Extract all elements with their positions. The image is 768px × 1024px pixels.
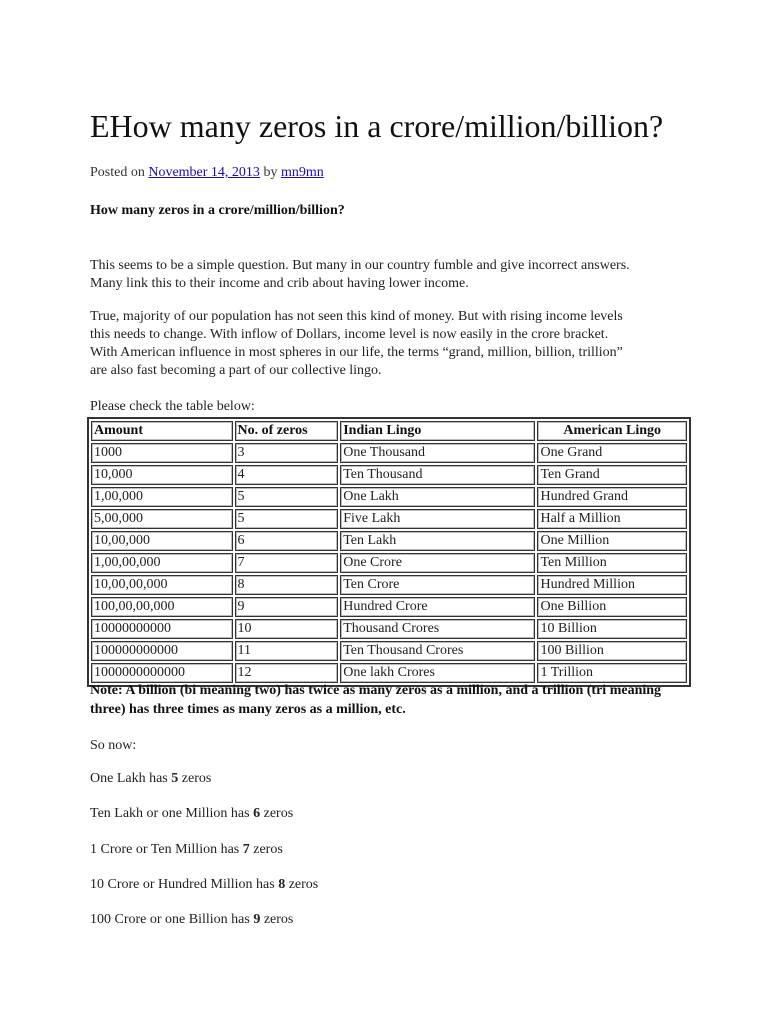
cell-american: Hundred Million — [537, 575, 687, 595]
cell-zeros: 12 — [235, 663, 339, 683]
cell-american: One Million — [537, 531, 687, 551]
cell-amount: 1,00,000 — [91, 487, 233, 507]
paragraph-line: With American influence in most spheres in our life, the terms “grand, million, billion, trillion” — [90, 345, 623, 360]
cell-amount: 10,00,000 — [91, 531, 233, 551]
table-row — [91, 487, 687, 507]
cell-american: Hundred Grand — [537, 487, 687, 507]
post-meta — [90, 165, 324, 181]
cell-indian: Ten Thousand Crores — [340, 641, 535, 661]
cell-american: 100 Billion — [537, 641, 687, 661]
cell-indian: Ten Thousand — [340, 465, 535, 485]
subtitle: How many zeros in a crore/million/billion? — [90, 203, 345, 218]
cell-amount: 10,00,00,000 — [91, 575, 233, 595]
table-row — [91, 597, 687, 617]
cell-indian: Thousand Crores — [340, 619, 535, 639]
table-row — [91, 619, 687, 639]
table-row — [91, 663, 687, 683]
fact-suffix: zeros — [249, 842, 283, 857]
cell-indian: One Crore — [340, 553, 535, 573]
fact-line — [90, 876, 318, 894]
cell-zeros: 11 — [235, 641, 339, 661]
fact-number: 5 — [171, 771, 179, 786]
fact-text: Ten Lakh or one Million has — [90, 806, 254, 821]
cell-zeros: 7 — [235, 553, 339, 573]
table-row — [91, 509, 687, 529]
fact-suffix: zeros — [260, 912, 294, 927]
fact-line — [90, 805, 293, 823]
fact-number: 6 — [253, 806, 261, 821]
table-intro: Please check the table below: — [90, 399, 255, 414]
posted-on-label: Posted on — [90, 165, 145, 180]
header-amount: Amount — [91, 421, 233, 441]
cell-amount: 100000000000 — [91, 641, 233, 661]
cell-zeros: 3 — [235, 443, 339, 463]
table-row — [91, 531, 687, 551]
cell-amount: 1,00,00,000 — [91, 553, 233, 573]
fact-number: 9 — [253, 912, 261, 927]
cell-zeros: 6 — [235, 531, 339, 551]
cell-zeros: 5 — [235, 487, 339, 507]
header-indian-lingo: Indian Lingo — [340, 421, 535, 441]
fact-suffix: zeros — [260, 806, 294, 821]
cell-american: One Billion — [537, 597, 687, 617]
cell-zeros: 10 — [235, 619, 339, 639]
cell-zeros: 4 — [235, 465, 339, 485]
cell-american: Half a Million — [537, 509, 687, 529]
by-label: by — [263, 165, 278, 180]
fact-line — [90, 841, 283, 859]
fact-number: 8 — [278, 877, 286, 892]
table-row — [91, 465, 687, 485]
paragraph-line: This seems to be a simple question. But many in our country fumble and give incorrect answers. — [90, 258, 630, 273]
fact-text: One Lakh has — [90, 771, 172, 786]
table-row — [91, 443, 687, 463]
fact-text: 1 Crore or Ten Million has — [90, 842, 243, 857]
cell-american: Ten Million — [537, 553, 687, 573]
paragraph-line: are also fast becoming a part of our collective lingo. — [90, 363, 382, 378]
fact-number: 7 — [242, 842, 250, 857]
cell-zeros: 8 — [235, 575, 339, 595]
cell-indian: One lakh Crores — [340, 663, 535, 683]
cell-indian: Hundred Crore — [340, 597, 535, 617]
fact-line — [90, 911, 293, 929]
cell-amount: 100,00,00,000 — [91, 597, 233, 617]
cell-zeros: 5 — [235, 509, 339, 529]
table-row — [91, 553, 687, 573]
fact-line — [90, 770, 211, 788]
cell-american: 1 Trillion — [537, 663, 687, 683]
author-link[interactable]: mn9mn — [280, 165, 324, 180]
cell-amount: 1000 — [91, 443, 233, 463]
cell-american: 10 Billion — [537, 619, 687, 639]
cell-indian: Five Lakh — [340, 509, 535, 529]
cell-indian: Ten Crore — [340, 575, 535, 595]
table-row — [91, 641, 687, 661]
table-header-row — [91, 421, 687, 441]
zeros-table — [87, 417, 691, 687]
paragraph-intro — [90, 257, 630, 293]
cell-indian: One Thousand — [340, 443, 535, 463]
cell-amount: 10000000000 — [91, 619, 233, 639]
header-american-lingo: American Lingo — [537, 421, 687, 441]
paragraph-line: Many link this to their income and crib about having lower income. — [90, 276, 469, 291]
fact-text: 10 Crore or Hundred Million has — [90, 877, 279, 892]
cell-zeros: 9 — [235, 597, 339, 617]
fact-suffix: zeros — [285, 877, 319, 892]
fact-suffix: zeros — [178, 771, 212, 786]
cell-amount: 5,00,000 — [91, 509, 233, 529]
cell-american: One Grand — [537, 443, 687, 463]
cell-american: Ten Grand — [537, 465, 687, 485]
cell-amount: 10,000 — [91, 465, 233, 485]
cell-indian: One Lakh — [340, 487, 535, 507]
paragraph-population — [90, 308, 623, 380]
table-row — [91, 575, 687, 595]
header-zeros: No. of zeros — [235, 421, 339, 441]
note-paragraph: Note: A billion (bi meaning two) has twice as many zeros as a million, and a trillion (tri meaning three) has three times as many zeros as a million, etc. — [90, 683, 662, 717]
paragraph-line: this needs to change. With inflow of Dollars, income level is now easily in the crore bracket. — [90, 327, 609, 342]
paragraph-line: True, majority of our population has not seen this kind of money. But with rising income levels — [90, 309, 623, 324]
cell-indian: Ten Lakh — [340, 531, 535, 551]
page-title: EHow many zeros in a crore/million/billion? — [90, 108, 664, 144]
cell-amount: 1000000000000 — [91, 663, 233, 683]
fact-text: 100 Crore or one Billion has — [90, 912, 254, 927]
post-date-link[interactable]: November 14, 2013 — [148, 165, 260, 180]
so-now-label: So now: — [90, 738, 137, 753]
